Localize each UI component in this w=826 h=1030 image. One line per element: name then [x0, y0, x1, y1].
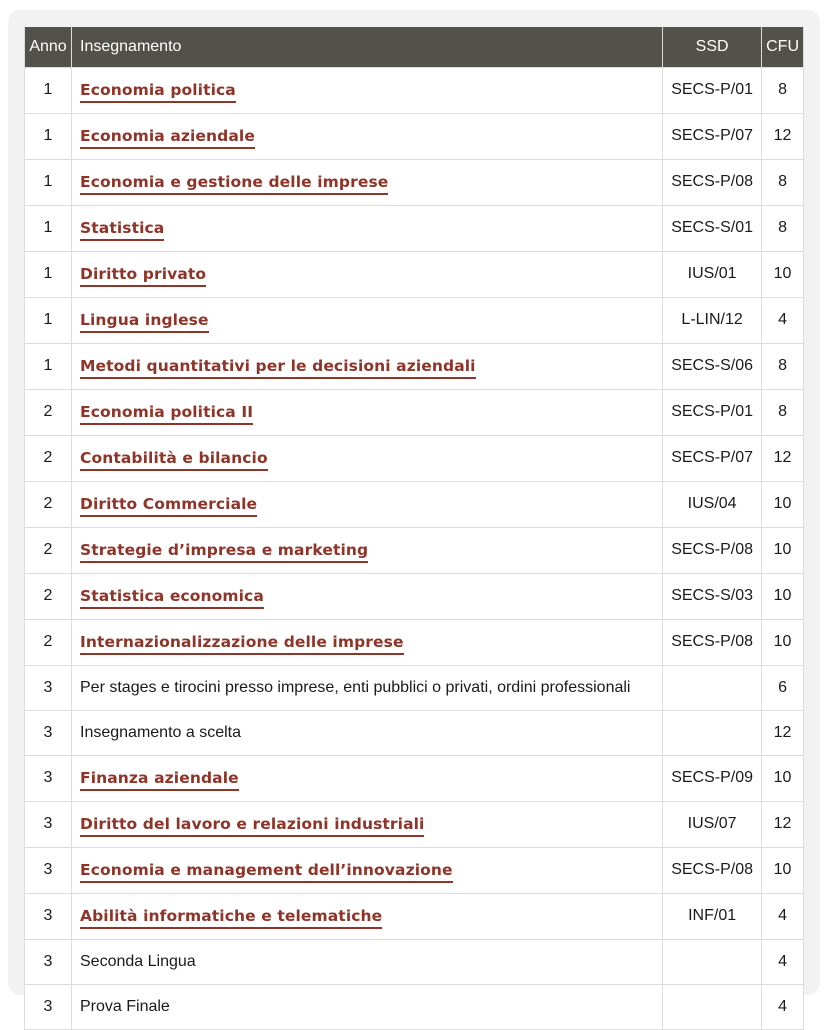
- cell-cfu: 10: [762, 848, 804, 894]
- table-row: [25, 985, 804, 1030]
- cell-ssd: SECS-P/08: [663, 848, 762, 894]
- cell-insegnamento: [72, 160, 663, 206]
- course-link[interactable]: Statistica economica: [80, 587, 264, 609]
- cell-insegnamento: [72, 666, 663, 711]
- cell-ssd: SECS-P/08: [663, 528, 762, 574]
- cell-anno: 1: [25, 344, 72, 390]
- cell-anno: 2: [25, 574, 72, 620]
- cell-ssd: INF/01: [663, 894, 762, 940]
- cell-anno: 3: [25, 848, 72, 894]
- cell-cfu: 10: [762, 756, 804, 802]
- cell-insegnamento: [72, 894, 663, 940]
- courses-table: [24, 27, 804, 1030]
- cell-insegnamento: [72, 711, 663, 756]
- course-link[interactable]: Economia e management dell’innovazione: [80, 861, 453, 883]
- cell-ssd: SECS-P/01: [663, 390, 762, 436]
- course-link[interactable]: Statistica: [80, 219, 164, 241]
- course-link[interactable]: Diritto privato: [80, 265, 206, 287]
- cell-cfu: 12: [762, 114, 804, 160]
- course-link[interactable]: Diritto del lavoro e relazioni industriali: [80, 815, 424, 837]
- cell-insegnamento: [72, 848, 663, 894]
- table-body: [25, 68, 804, 1030]
- cell-insegnamento: [72, 390, 663, 436]
- cell-cfu: 8: [762, 68, 804, 114]
- cell-ssd: [663, 666, 762, 711]
- table-row: [25, 940, 804, 985]
- cell-ssd: IUS/07: [663, 802, 762, 848]
- cell-cfu: 4: [762, 985, 804, 1030]
- course-link[interactable]: Internazionalizzazione delle imprese: [80, 633, 404, 655]
- table-row: [25, 298, 804, 344]
- cell-cfu: 12: [762, 802, 804, 848]
- course-link[interactable]: Economia politica II: [80, 403, 253, 425]
- cell-insegnamento: [72, 114, 663, 160]
- cell-anno: 1: [25, 298, 72, 344]
- cell-anno: 3: [25, 894, 72, 940]
- cell-cfu: 10: [762, 620, 804, 666]
- cell-ssd: [663, 711, 762, 756]
- cell-cfu: 4: [762, 940, 804, 985]
- table-row: [25, 252, 804, 298]
- cell-anno: 1: [25, 206, 72, 252]
- cell-anno: 3: [25, 940, 72, 985]
- course-link[interactable]: Economia aziendale: [80, 127, 255, 149]
- header-cfu: CFU: [762, 27, 804, 68]
- table-row: [25, 756, 804, 802]
- table-row: [25, 848, 804, 894]
- course-link[interactable]: Contabilità e bilancio: [80, 449, 268, 471]
- cell-anno: 2: [25, 528, 72, 574]
- table-row: [25, 482, 804, 528]
- cell-insegnamento: [72, 206, 663, 252]
- header-ssd: SSD: [663, 27, 762, 68]
- header-insegnamento: Insegnamento: [72, 27, 663, 68]
- table-row: [25, 894, 804, 940]
- table-row: [25, 620, 804, 666]
- cell-insegnamento: [72, 298, 663, 344]
- table-row: [25, 390, 804, 436]
- table-row: [25, 574, 804, 620]
- cell-insegnamento: [72, 482, 663, 528]
- table-row: [25, 114, 804, 160]
- table-row: [25, 206, 804, 252]
- course-name: Prova Finale: [80, 998, 170, 1015]
- cell-cfu: 6: [762, 666, 804, 711]
- cell-ssd: IUS/01: [663, 252, 762, 298]
- cell-cfu: 4: [762, 894, 804, 940]
- course-link[interactable]: Economia e gestione delle imprese: [80, 173, 388, 195]
- cell-ssd: SECS-P/08: [663, 620, 762, 666]
- cell-ssd: L-LIN/12: [663, 298, 762, 344]
- cell-cfu: 4: [762, 298, 804, 344]
- cell-anno: 3: [25, 985, 72, 1030]
- cell-ssd: SECS-S/01: [663, 206, 762, 252]
- cell-insegnamento: [72, 528, 663, 574]
- table-row: [25, 666, 804, 711]
- table-header: [25, 27, 804, 68]
- cell-anno: 3: [25, 802, 72, 848]
- cell-insegnamento: [72, 574, 663, 620]
- cell-anno: 3: [25, 711, 72, 756]
- cell-cfu: 8: [762, 344, 804, 390]
- cell-ssd: SECS-P/01: [663, 68, 762, 114]
- cell-cfu: 8: [762, 206, 804, 252]
- cell-cfu: 8: [762, 390, 804, 436]
- table-row: [25, 160, 804, 206]
- cell-anno: 2: [25, 390, 72, 436]
- course-name: Insegnamento a scelta: [80, 724, 241, 741]
- cell-ssd: SECS-P/08: [663, 160, 762, 206]
- cell-cfu: 10: [762, 528, 804, 574]
- course-link[interactable]: Lingua inglese: [80, 311, 209, 333]
- cell-insegnamento: [72, 802, 663, 848]
- cell-ssd: SECS-P/09: [663, 756, 762, 802]
- cell-ssd: SECS-P/07: [663, 436, 762, 482]
- table-row: [25, 68, 804, 114]
- cell-insegnamento: [72, 985, 663, 1030]
- cell-cfu: 12: [762, 436, 804, 482]
- cell-insegnamento: [72, 436, 663, 482]
- cell-cfu: 10: [762, 252, 804, 298]
- cell-anno: 1: [25, 252, 72, 298]
- cell-anno: 2: [25, 620, 72, 666]
- course-link[interactable]: Abilità informatiche e telematiche: [80, 907, 382, 929]
- header-anno: Anno: [25, 27, 72, 68]
- header-row: [25, 27, 804, 68]
- cell-anno: 1: [25, 160, 72, 206]
- cell-anno: 3: [25, 666, 72, 711]
- cell-cfu: 8: [762, 160, 804, 206]
- cell-insegnamento: [72, 68, 663, 114]
- course-link[interactable]: Strategie d’impresa e marketing: [80, 541, 368, 563]
- table-row: [25, 436, 804, 482]
- course-link[interactable]: Metodi quantitativi per le decisioni aziendali: [80, 357, 476, 379]
- cell-cfu: 10: [762, 574, 804, 620]
- cell-insegnamento: [72, 756, 663, 802]
- course-link[interactable]: Economia politica: [80, 81, 236, 103]
- cell-ssd: IUS/04: [663, 482, 762, 528]
- cell-insegnamento: [72, 344, 663, 390]
- cell-ssd: SECS-S/03: [663, 574, 762, 620]
- table-row: [25, 802, 804, 848]
- course-name: Seconda Lingua: [80, 953, 196, 970]
- cell-insegnamento: [72, 620, 663, 666]
- cell-ssd: SECS-S/06: [663, 344, 762, 390]
- cell-anno: 2: [25, 482, 72, 528]
- cell-insegnamento: [72, 252, 663, 298]
- course-name: Per stages e tirocini presso imprese, enti pubblici o privati, ordini professionali: [80, 679, 631, 696]
- cell-cfu: 12: [762, 711, 804, 756]
- cell-anno: 1: [25, 114, 72, 160]
- cell-anno: 2: [25, 436, 72, 482]
- cell-insegnamento: [72, 940, 663, 985]
- cell-cfu: 10: [762, 482, 804, 528]
- cell-anno: 1: [25, 68, 72, 114]
- table-row: [25, 528, 804, 574]
- cell-ssd: [663, 940, 762, 985]
- cell-anno: 3: [25, 756, 72, 802]
- table-row: [25, 344, 804, 390]
- course-link[interactable]: Finanza aziendale: [80, 769, 239, 791]
- course-link[interactable]: Diritto Commerciale: [80, 495, 257, 517]
- cell-ssd: SECS-P/07: [663, 114, 762, 160]
- cell-ssd: [663, 985, 762, 1030]
- table-row: [25, 711, 804, 756]
